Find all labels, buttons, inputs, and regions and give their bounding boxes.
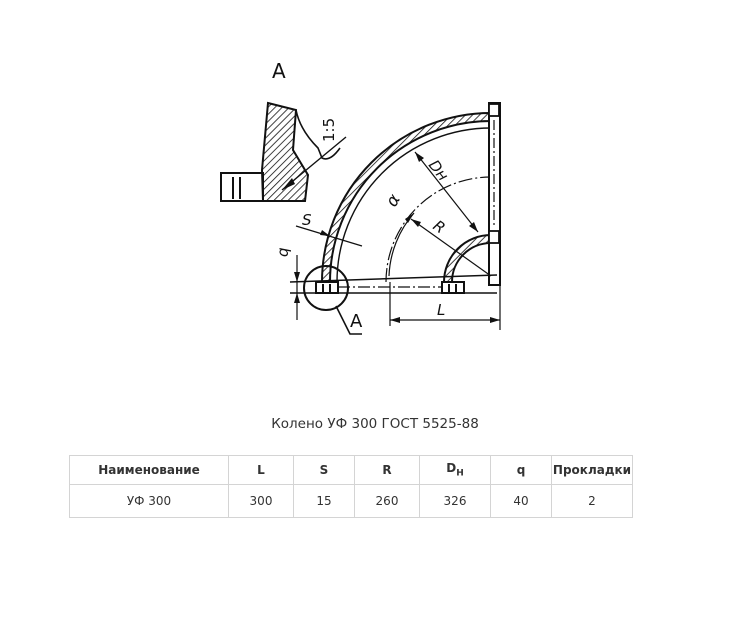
dim-s-label: S bbox=[302, 211, 312, 229]
outer-wall bbox=[322, 113, 491, 282]
header-gaskets: Прокладки bbox=[552, 456, 633, 485]
bolt-right bbox=[442, 282, 464, 293]
taper-label: 1:5 bbox=[320, 117, 338, 142]
detail-flange bbox=[221, 173, 263, 201]
header-name: Наименование bbox=[70, 456, 229, 485]
drawing-caption: Колено УФ 300 ГОСТ 5525-88 bbox=[271, 416, 479, 432]
header-s: S bbox=[294, 456, 355, 485]
cell-gaskets: 2 bbox=[552, 485, 633, 518]
table-row bbox=[70, 485, 633, 518]
cell-q: 40 bbox=[491, 485, 552, 518]
cell-s: 15 bbox=[294, 485, 355, 518]
cell-l: 300 bbox=[229, 485, 294, 518]
spec-table bbox=[69, 455, 633, 518]
header-dn: $D_H$ bbox=[420, 456, 491, 485]
cell-r: 260 bbox=[355, 485, 420, 518]
callout-a-label: A bbox=[350, 311, 363, 332]
dim-l-label: L bbox=[437, 301, 446, 319]
header-l: L bbox=[229, 456, 294, 485]
bolt-left bbox=[316, 282, 338, 293]
dim-dn-label: Dн bbox=[424, 156, 453, 185]
detail-wall-section bbox=[262, 103, 308, 201]
dim-alpha-label: α bbox=[382, 190, 405, 211]
detail-view-a bbox=[221, 59, 346, 201]
dim-r-label: R bbox=[429, 216, 449, 238]
cell-name: УФ 300 bbox=[70, 485, 229, 518]
table-header-row bbox=[70, 456, 633, 485]
view-a-label: A bbox=[272, 59, 286, 83]
header-q: q bbox=[491, 456, 552, 485]
cell-dn: 326 bbox=[420, 485, 491, 518]
header-r: R bbox=[355, 456, 420, 485]
dim-q-label: q bbox=[274, 247, 292, 257]
